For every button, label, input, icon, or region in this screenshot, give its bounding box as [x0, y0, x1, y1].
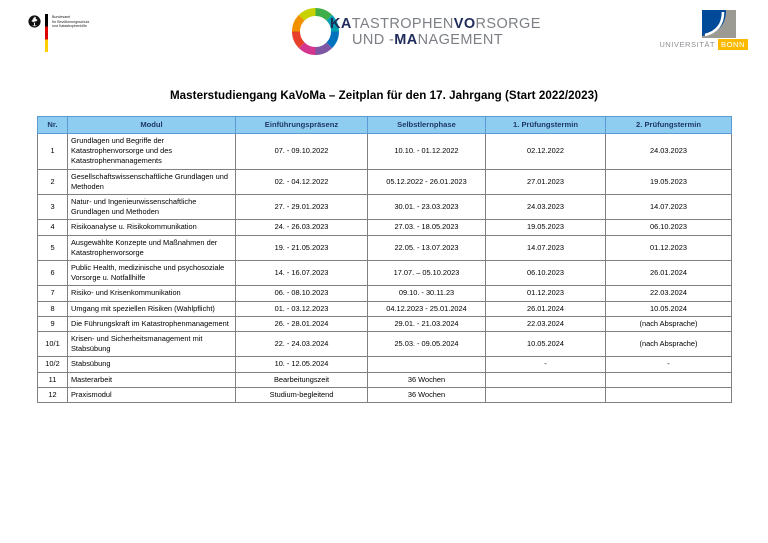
cell-selbstlern: 29.01. - 21.03.2024 [368, 316, 486, 331]
cell-einfuehrung: 24. - 26.03.2023 [236, 220, 368, 235]
federal-eagle-icon [28, 15, 41, 28]
cell-pruefung-2: 19.05.2023 [606, 169, 732, 194]
cell-pruefung-1: 10.05.2024 [486, 332, 606, 357]
cell-pruefung-2: 06.10.2023 [606, 220, 732, 235]
cell-pruefung-2: 26.01.2024 [606, 261, 732, 286]
cell-nr: 11 [38, 372, 68, 387]
cell-einfuehrung: 27. - 29.01.2023 [236, 195, 368, 220]
cell-pruefung-1: 24.03.2023 [486, 195, 606, 220]
cell-selbstlern [368, 357, 486, 372]
cell-nr: 3 [38, 195, 68, 220]
table-row [38, 372, 732, 387]
table-row [38, 387, 732, 402]
cell-modul: Gesellschaftswissenschaftliche Grundlagen und Methoden [68, 169, 236, 194]
cell-pruefung-2: - [606, 357, 732, 372]
bbk-line-3: und Katastrophenhilfe [52, 24, 87, 29]
cell-einfuehrung: 02. - 04.12.2022 [236, 169, 368, 194]
cell-selbstlern: 36 Wochen [368, 387, 486, 402]
cell-pruefung-2 [606, 387, 732, 402]
kavoma-logo [292, 8, 541, 55]
university-bonn-logo [640, 10, 748, 54]
cell-nr: 9 [38, 316, 68, 331]
cell-pruefung-2: (nach Absprache) [606, 316, 732, 331]
cell-pruefung-1: 02.12.2022 [486, 134, 606, 170]
bonn-shield-icon [702, 10, 736, 38]
cell-pruefung-1: 14.07.2023 [486, 235, 606, 260]
cell-selbstlern: 10.10. - 01.12.2022 [368, 134, 486, 170]
cell-pruefung-2 [606, 372, 732, 387]
cell-einfuehrung: 10. - 12.05.2024 [236, 357, 368, 372]
cell-pruefung-1: 01.12.2023 [486, 286, 606, 301]
table-row [38, 195, 732, 220]
cell-pruefung-1 [486, 387, 606, 402]
table-row [38, 357, 732, 372]
cell-pruefung-2: 10.05.2024 [606, 301, 732, 316]
cell-selbstlern: 17.07. – 05.10.2023 [368, 261, 486, 286]
cell-selbstlern: 22.05. - 13.07.2023 [368, 235, 486, 260]
kavoma-nagement: NAGEMENT [417, 31, 504, 48]
cell-selbstlern: 25.03. - 09.05.2024 [368, 332, 486, 357]
cell-nr: 10/2 [38, 357, 68, 372]
cell-pruefung-1: 06.10.2023 [486, 261, 606, 286]
kavoma-tastrophen: TASTROPHEN [351, 15, 454, 32]
kavoma-und: UND - [352, 31, 395, 48]
german-flag-bar-icon [45, 14, 48, 52]
logo-band [0, 0, 768, 62]
table-header-row [38, 117, 732, 134]
cell-einfuehrung: 01. - 03.12.2023 [236, 301, 368, 316]
schedule-table [37, 116, 732, 403]
cell-einfuehrung: 07. - 09.10.2022 [236, 134, 368, 170]
table-row [38, 235, 732, 260]
cell-einfuehrung: 19. - 21.05.2023 [236, 235, 368, 260]
cell-pruefung-1: 26.01.2024 [486, 301, 606, 316]
column-header-selbstlernphase: Selbstlernphase [368, 117, 486, 134]
table-row [38, 134, 732, 170]
page-title: Masterstudiengang KaVoMa – Zeitplan für den 17. Jahrgang (Start 2022/2023) [169, 89, 599, 102]
table-row [38, 301, 732, 316]
cell-selbstlern: 09.10. - 30.11.23 [368, 286, 486, 301]
kavoma-rsorge: RSORGE [475, 15, 541, 32]
cell-einfuehrung: 22. - 24.03.2024 [236, 332, 368, 357]
bbk-line-1: Bundesamt [52, 15, 71, 19]
cell-einfuehrung: Bearbeitungszeit [236, 372, 368, 387]
kavoma-vo: VO [453, 15, 476, 32]
cell-nr: 2 [38, 169, 68, 194]
column-header-modul: Modul [68, 117, 236, 134]
cell-einfuehrung: 26. - 28.01.2024 [236, 316, 368, 331]
cell-selbstlern: 04.12.2023 - 25.01.2024 [368, 301, 486, 316]
cell-selbstlern: 05.12.2022 - 26.01.2023 [368, 169, 486, 194]
cell-pruefung-1: 19.05.2023 [486, 220, 606, 235]
table-row [38, 332, 732, 357]
cell-modul: Public Health, medizinische und psychosoziale Vorsorge u. Notfallhilfe [68, 261, 236, 286]
cell-pruefung-1: - [486, 357, 606, 372]
column-header-einfuehrungspraesenz: Einführungspräsenz [236, 117, 368, 134]
column-header-pruefungstermin-2: 2. Prüfungstermin [606, 117, 732, 134]
cell-selbstlern: 30.01. - 23.03.2023 [368, 195, 486, 220]
cell-modul: Krisen- und Sicherheitsmanagement mit Stabsübung [68, 332, 236, 357]
cell-einfuehrung: 14. - 16.07.2023 [236, 261, 368, 286]
table-row [38, 220, 732, 235]
cell-einfuehrung: 06. - 08.10.2023 [236, 286, 368, 301]
cell-pruefung-2: 01.12.2023 [606, 235, 732, 260]
cell-modul: Risiko- und Krisenkommunikation [68, 286, 236, 301]
kavoma-wordmark [330, 16, 541, 48]
kavoma-line-1 [330, 16, 541, 32]
cell-nr: 12 [38, 387, 68, 402]
column-header-pruefungstermin-1: 1. Prüfungstermin [486, 117, 606, 134]
bbk-line-2: für Bevölkerungsschutz [52, 19, 90, 24]
table-row [38, 169, 732, 194]
uni-word-universitaet: UNIVERSITÄT [659, 40, 716, 49]
cell-selbstlern: 36 Wochen [368, 372, 486, 387]
cell-nr: 8 [38, 301, 68, 316]
cell-modul: Stabsübung [68, 357, 236, 372]
cell-modul: Risikoanalyse u. Risikokommunikation [68, 220, 236, 235]
uni-word-bonn: BONN [718, 39, 748, 50]
table-row [38, 316, 732, 331]
kavoma-line-2 [330, 32, 541, 48]
schedule-table-container [37, 116, 731, 403]
schedule-table-body [38, 134, 732, 403]
cell-pruefung-2: 14.07.2023 [606, 195, 732, 220]
cell-selbstlern: 27.03. - 18.05.2023 [368, 220, 486, 235]
cell-pruefung-1 [486, 372, 606, 387]
cell-modul: Natur- und Ingenieurwissenschaftliche Grundlagen und Methoden [68, 195, 236, 220]
university-bonn-wordmark [659, 39, 748, 50]
bbk-logo [28, 14, 89, 54]
table-row [38, 261, 732, 286]
table-row [38, 286, 732, 301]
cell-einfuehrung: Studium-begleitend [236, 387, 368, 402]
bbk-wordmark [52, 14, 89, 29]
cell-nr: 7 [38, 286, 68, 301]
cell-pruefung-2: 24.03.2023 [606, 134, 732, 170]
cell-nr: 5 [38, 235, 68, 260]
cell-nr: 1 [38, 134, 68, 170]
cell-pruefung-2: (nach Absprache) [606, 332, 732, 357]
cell-modul: Umgang mit speziellen Risiken (Wahlpflicht) [68, 301, 236, 316]
column-header-nr: Nr. [38, 117, 68, 134]
cell-modul: Praxismodul [68, 387, 236, 402]
cell-modul: Ausgewählte Konzepte und Maßnahmen der Katastrophenvorsorge [68, 235, 236, 260]
cell-modul: Die Führungskraft im Katastrophenmanagement [68, 316, 236, 331]
cell-nr: 6 [38, 261, 68, 286]
kavoma-ka: KA [330, 15, 352, 32]
kavoma-ma: MA [394, 31, 418, 48]
cell-modul: Masterarbeit [68, 372, 236, 387]
cell-pruefung-1: 27.01.2023 [486, 169, 606, 194]
cell-pruefung-2: 22.03.2024 [606, 286, 732, 301]
cell-modul: Grundlagen und Begriffe der Katastrophenvorsorge und des Katastrophenmanagements [68, 134, 236, 170]
cell-pruefung-1: 22.03.2024 [486, 316, 606, 331]
cell-nr: 10/1 [38, 332, 68, 357]
cell-nr: 4 [38, 220, 68, 235]
